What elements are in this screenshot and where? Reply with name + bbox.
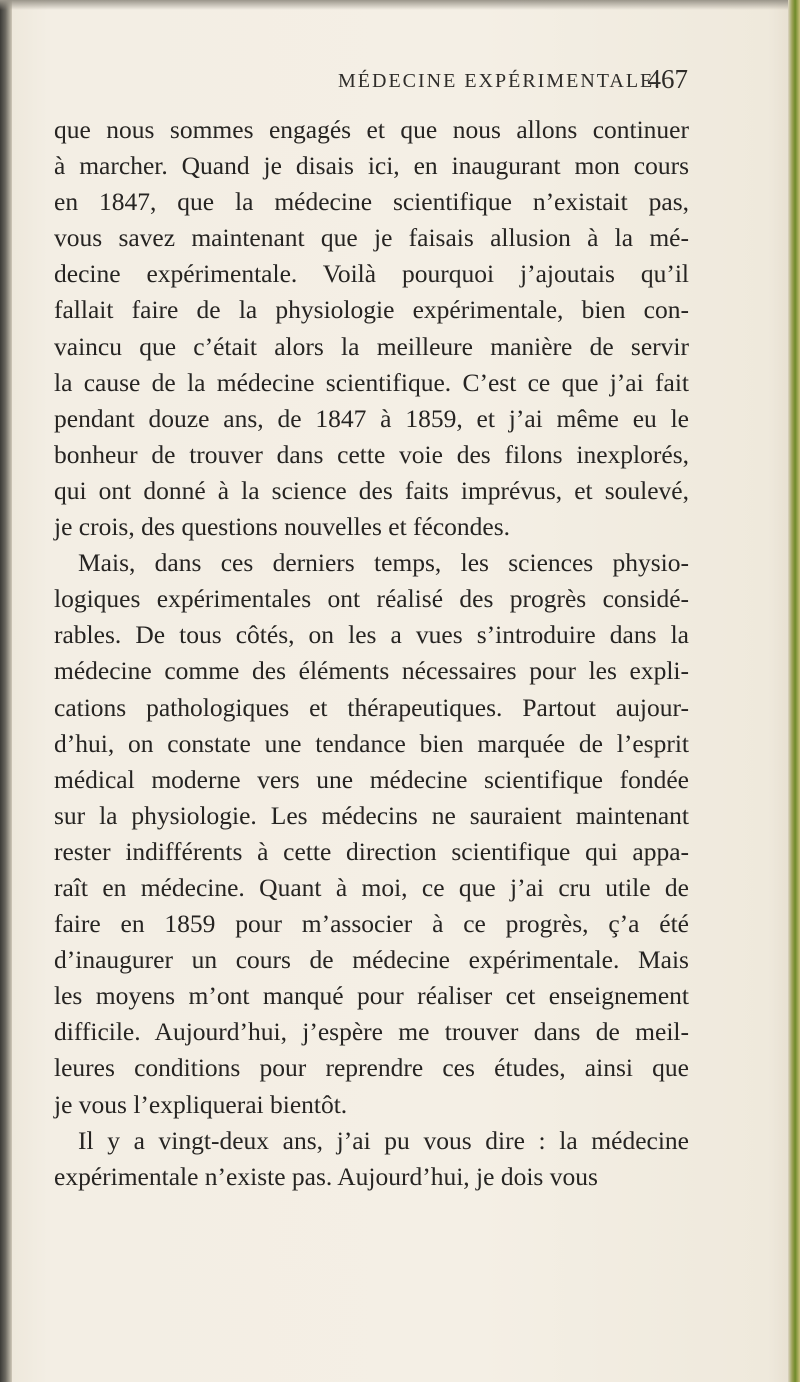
text-line: à marcher. Quand je disais ici, en inaugurant mon cours (54, 151, 689, 181)
running-head (60, 64, 688, 98)
text-line: la cause de la médecine scientifique. C’est ce que j’ai fait (54, 367, 689, 397)
text-line: leures conditions pour reprendre ces études, ainsi que (54, 1053, 689, 1083)
text-line: qui ont donné à la science des faits imprévus, et soulevé, (54, 475, 689, 505)
text-line: que nous sommes engagés et que nous allons continuer (54, 115, 689, 144)
text-line: pendant douze ans, de 1847 à 1859, et j’ai même eu le (54, 403, 689, 433)
page-number: 467 (647, 64, 688, 94)
text-line: sur la physiologie. Les médecins ne sauraient maintenant (54, 800, 689, 830)
text-line: difficile. Aujourd’hui, j’espère me trouver dans de meil- (54, 1017, 689, 1047)
text-line: médical moderne vers une médecine scientifique fondée (54, 764, 689, 794)
text-line: expérimentale n’existe pas. Aujourd’hui, je dois vous (54, 1161, 598, 1191)
text-line: fallait faire de la physiologie expérimentale, bien con- (54, 295, 689, 325)
text-line: bonheur de trouver dans cette voie des filons inexplorés, (54, 439, 689, 469)
text-line: logiques expérimentales ont réalisé des progrès considé- (54, 584, 689, 614)
text-line: vous savez maintenant que je faisais allusion à la mé- (54, 223, 689, 253)
text-line: je vous l’expliquerai bientôt. (54, 1089, 348, 1119)
running-title: MÉDECINE EXPÉRIMENTALE. (338, 70, 662, 92)
text-line: rables. De tous côtés, on les a vues s’introduire dans la (54, 620, 689, 650)
text-line: d’hui, on constate une tendance bien marquée de l’esprit (54, 728, 689, 758)
text-line: Il y a vingt-deux ans, j’ai pu vous dire : la médecine (78, 1125, 689, 1155)
page-binding-edge (0, 0, 12, 1382)
text-line: vaincu que c’était alors la meilleure manière de servir (54, 331, 689, 361)
text-line: rester indifférents à cette direction scientifique qui appa- (54, 836, 689, 866)
text-line: cations pathologiques et thérapeutiques. Partout aujour- (54, 692, 689, 722)
text-line: Mais, dans ces derniers temps, les sciences physio- (78, 548, 689, 578)
text-line: raît en médecine. Quant à moi, ce que j’ai cru utile de (54, 872, 689, 902)
page-top-shadow (0, 0, 800, 10)
body-text (54, 112, 689, 1195)
text-line: médecine comme des éléments nécessaires pour les expli- (54, 656, 689, 686)
text-line: en 1847, que la médecine scientifique n’existait pas, (54, 187, 689, 217)
text-line: decine expérimentale. Voilà pourquoi j’ajoutais qu’il (54, 259, 689, 289)
text-line: faire en 1859 pour m’associer à ce progrès, ç’a été (54, 909, 689, 939)
text-line: les moyens m’ont manqué pour réaliser cet enseignement (54, 981, 689, 1011)
page-right-edge (788, 0, 800, 1382)
text-line: je crois, des questions nouvelles et fécondes. (54, 512, 511, 542)
text-line: d’inaugurer un cours de médecine expérimentale. Mais (54, 945, 689, 975)
